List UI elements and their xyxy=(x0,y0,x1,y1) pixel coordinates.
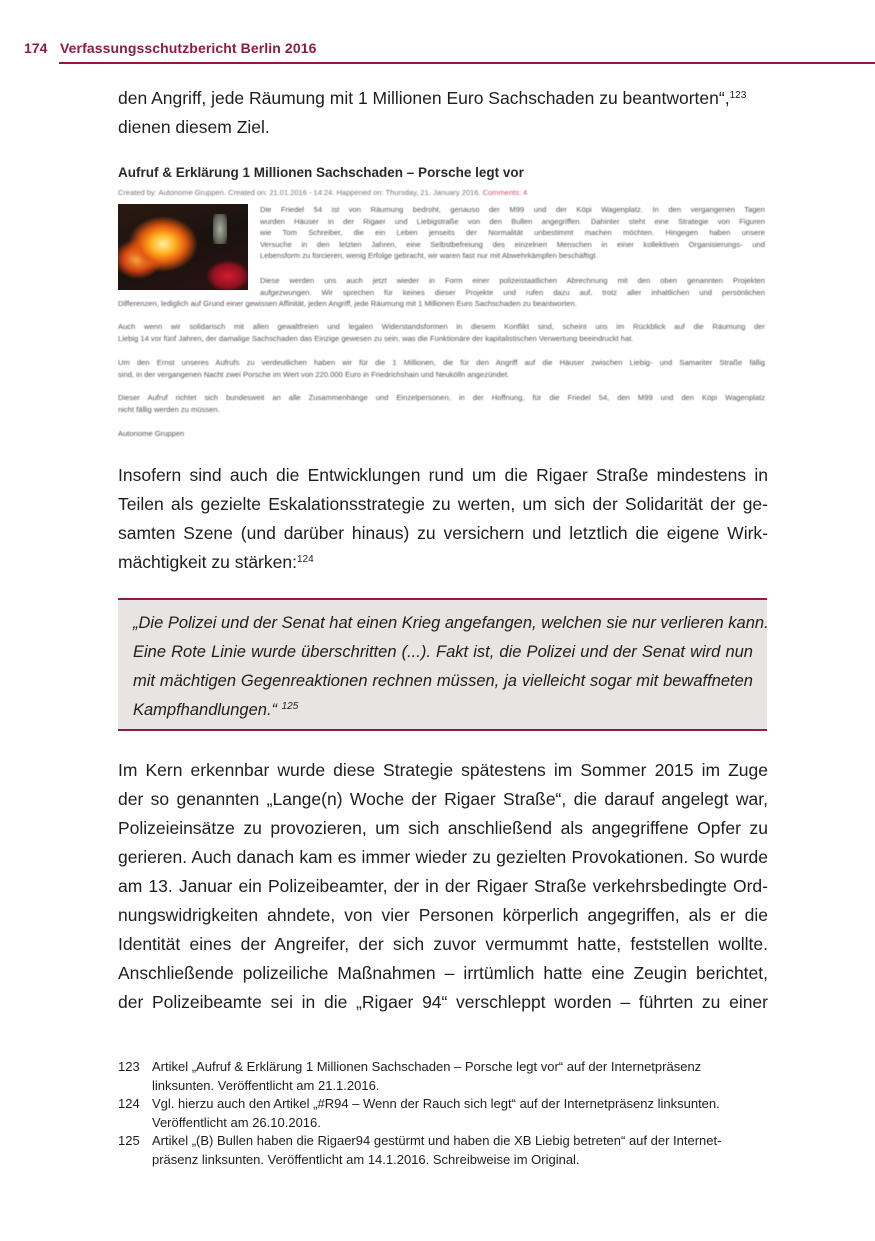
footnote-number: 125 xyxy=(118,1133,140,1148)
footnote-number: 123 xyxy=(118,1059,140,1074)
text-line: Im Kern erkennbar wurde diese Strategie spätestens im Sommer 2015 im Zuge xyxy=(118,760,768,780)
running-title: Verfassungsschutzbericht Berlin 2016 xyxy=(60,40,317,56)
footnote-ref[interactable]: 124 xyxy=(296,554,314,565)
page-number: 174 xyxy=(24,40,48,56)
quote-line: mit mächtigen Gegenreaktionen rechnen müssen, ja vielleicht sogar mit bewaffneten xyxy=(133,672,753,690)
header-rule xyxy=(59,62,875,64)
text-line: dienen diesem Ziel. xyxy=(118,117,270,137)
paragraph-3 xyxy=(118,756,768,1017)
paragraph-2 xyxy=(118,461,768,577)
embedded-paragraph: Um den Ernst unseres Aufrufs zu verdeutlichen haben wir für die 1 Millionen, die für den Angriff auf die Häuser zwischen Liebig- und Samariter Straße fällig sind, in der vergangenen Nacht zwei Porsche im Wert von 220.000 Euro in Friedrichshain und Neukölln angezündet. xyxy=(118,358,765,379)
burning-car-photo xyxy=(118,204,248,290)
text-line: mächtigkeit zu stärken:$^{124}$ xyxy=(118,552,314,572)
quote-line: Kampfhandlungen.“ $^{125}$ xyxy=(133,701,299,719)
footnotes xyxy=(118,1058,768,1169)
embedded-article-meta: Created by: Autonome Gruppen. Created on: 21.01.2016 - 14:24. Happened on: Thursday, 21. January 2016. Comments: 4 xyxy=(118,188,528,197)
footnote-123: 123 Artikel „Aufruf & Erklärung 1 Millionen Sachschaden – Porsche legt vor“ auf der Internetpräsenz linksunten. Veröffentlicht am 21.1.2016. xyxy=(118,1059,702,1093)
text-line: nungswidrigkeiten ahndete, von vier Personen körperlich angegriffen, als er die xyxy=(118,905,768,925)
block-quote xyxy=(118,598,767,731)
footnote-number: 124 xyxy=(118,1096,140,1111)
text-line: Insofern sind auch die Entwicklungen rund um die Rigaer Straße mindestens in xyxy=(118,465,768,485)
text-line: der so genannten „Lange(n) Woche der Rigaer Straße“, die darauf angelegt war, xyxy=(118,789,768,809)
embedded-paragraph: Auch wenn wir solidarisch mit allen gewaltfreien und legalen Widerstandsformen in diesem Konflikt sind, scheint uns im Rückblick auf die Räumung der Liebig 14 vor fünf Jahren, der damalige Sachschaden das Einzige gewesen zu sein, was die Funktionäre der kapitalistischen Verwertung beeindruckt hat. xyxy=(118,322,765,343)
footnote-124: 124 Vgl. hierzu auch den Artikel „#R94 – Wenn der Rauch sich legt“ auf der Internetpräsenz linksunten. Veröffentlicht am 26.10.2016. xyxy=(118,1096,720,1130)
embedded-paragraph: Differenzen, lediglich auf Grund einer gewissen Affinität, jeden Angriff, jede Räumung mit 1 Millionen Euro Sachschaden zu beantworten. xyxy=(118,299,577,308)
text-line: gerieren. Auch danach kam es immer wieder zu gezielten Provokationen. So wurde xyxy=(118,847,768,867)
embedded-signature: Autonome Gruppen xyxy=(118,429,185,438)
embedded-paragraph: Die Friedel 54 ist von Räumung bedroht, genauso der M99 und der Köpi Wagenplatz. In den vergangenen Tagen wurden Häuser in der Rigaer und Liebigstraße von den Bullen angegriffen. Dahinter steht eine Strategie von Figuren wie Tom Schreiber, die ein Leben jenseits der Normalität unbestimmt machen möchten. Hingegen haben unsere Versuche in den letzten Jahren, eine Selbstbefreiung des einzelnen Menschen in einer kollektiven Organisierungs- und Lebensform zu forcieren, wenig Erfolge gebracht, wir waren fast nur mit Abwehrkämpfen beschäftigt. xyxy=(260,205,765,260)
text-line: Anschließende polizeiliche Maßnahmen – irrtümlich hatte eine Zeugin berichtet, xyxy=(118,963,768,983)
text-line: Teilen als gezielte Eskalationsstrategie zu werten, um sich der Solidarität der ge- xyxy=(118,494,768,514)
running-header xyxy=(24,38,875,64)
quote-text xyxy=(133,609,769,725)
embedded-paragraph: Diese werden uns auch jetzt wieder in Form einer polizeistaatlichen Abrechnung mit den oben genannten Projekten aufgezwungen. Wir sprechen für keines dieser Projekte und rufen dazu auf, trotz aller inhaltlichen und persönlichen xyxy=(260,276,765,297)
paragraph-1 xyxy=(118,84,768,142)
quote-line: „Die Polizei und der Senat hat einen Krieg angefangen, welchen sie nur verlieren kann. xyxy=(133,614,769,632)
footnote-125: 125 Artikel „(B) Bullen haben die Rigaer94 gestürmt und haben die XB Liebig betreten“ auf der Internet- präsenz linksunten. Veröffentlicht am 14.1.2016. Schreibweise im Original. xyxy=(118,1133,722,1167)
footnote-ref[interactable]: 125 xyxy=(281,701,299,712)
footnote-ref[interactable]: 123 xyxy=(729,90,747,101)
embedded-paragraph: Dieser Aufruf richtet sich bundesweit an alle Zusammenhänge und Einzelpersonen, in der Hoffnung, für die Friedel 54, den M99 und den Köpi Wagenplatz nicht fällig werden zu müssen. xyxy=(118,393,765,414)
text-line: den Angriff, jede Räumung mit 1 Millionen Euro Sachschaden zu beantworten“,$^{123}$ xyxy=(118,88,747,108)
text-line: Identität eines der Angreifer, der sich zuvor vermummt hatte, feststellen wollte. xyxy=(118,934,768,954)
text-line: am 13. Januar ein Polizeibeamter, der in der Rigaer Straße verkehrsbedingte Ord- xyxy=(118,876,768,896)
comments-link: Comments: 4 xyxy=(482,188,528,197)
text-line: der Polizeibeamte sei in die „Rigaer 94“ verschleppt worden – führten zu einer xyxy=(118,992,768,1012)
quote-line: Eine Rote Linie wurde überschritten (...). Fakt ist, die Polizei und der Senat wird nun xyxy=(133,643,753,661)
text-line: Polizeieinsätze zu provozieren, um sich anschließend als angegriffene Opfer zu xyxy=(118,818,768,838)
embedded-article-screenshot xyxy=(112,158,772,446)
text-line: samten Szene (und darüber hinaus) zu versichern und letztlich die eigene Wirk- xyxy=(118,523,768,543)
embedded-article-title: Aufruf & Erklärung 1 Millionen Sachschaden – Porsche legt vor xyxy=(118,165,524,180)
